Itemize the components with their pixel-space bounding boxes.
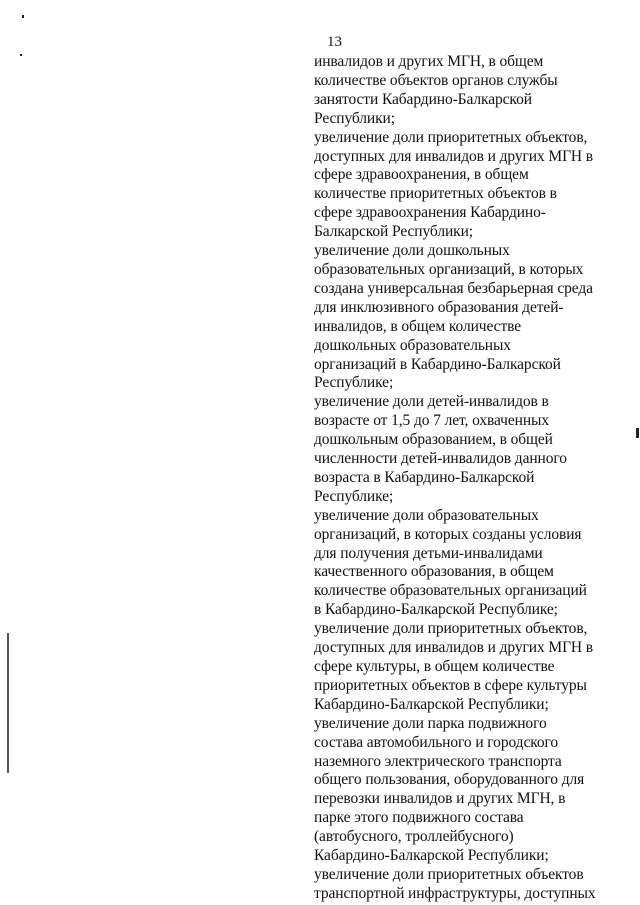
scan-mark <box>7 633 9 773</box>
text-line: инвалидов и других МГН, в общем <box>314 53 544 70</box>
text-line: увеличение доли приоритетных объектов, <box>314 620 588 638</box>
text-line: транспортной инфраструктуры, доступных <box>314 884 596 902</box>
text-line: увеличение доли образовательных <box>314 506 539 524</box>
body-text <box>314 53 614 904</box>
text-line: увеличение доли дошкольных <box>314 242 510 260</box>
scan-mark <box>20 54 22 56</box>
text-line: сфере здравоохранения Кабардино- <box>314 204 546 222</box>
text-line: состава автомобильного и городского <box>314 733 559 751</box>
text-line: увеличение доли приоритетных объектов <box>314 865 584 883</box>
text-line: для инклюзивного образования детей- <box>314 298 564 316</box>
text-line: Кабардино-Балкарской Республики; <box>314 847 549 865</box>
text-line: инвалидов, в общем количестве <box>314 317 522 335</box>
text-line: качественного образования, в общем <box>314 563 554 581</box>
text-line: в Кабардино-Балкарской Республике; <box>314 601 558 619</box>
text-line: количестве приоритетных объектов в <box>314 185 557 203</box>
text-line: доступных для инвалидов и других МГН в <box>314 147 594 165</box>
page-number: 13 <box>327 34 342 50</box>
text-line: парке этого подвижного состава <box>314 809 524 827</box>
text-line: Республике; <box>314 487 394 505</box>
text-line: Республики; <box>314 109 395 127</box>
text-line: количестве образовательных организаций <box>314 582 587 600</box>
text-line: доступных для инвалидов и других МГН в <box>314 639 594 657</box>
text-line: количестве объектов органов службы <box>314 71 558 89</box>
scan-mark <box>636 428 639 438</box>
text-line: организаций в Кабардино-Балкарской <box>314 355 561 373</box>
text-line: наземного электрического транспорта <box>314 752 562 770</box>
text-line: образовательных организаций, в которых <box>314 260 584 278</box>
text-line: для получения детьми-инвалидами <box>314 544 543 562</box>
text-line: приоритетных объектов в сфере культуры <box>314 676 587 694</box>
text-line: занятости Кабардино-Балкарской <box>314 90 532 108</box>
text-line: сфере культуры, в общем количестве <box>314 658 555 675</box>
text-line: увеличение доли парка подвижного <box>314 714 547 732</box>
text-line: увеличение доли приоритетных объектов, <box>314 128 588 146</box>
text-line: общего пользования, оборудованного для <box>314 771 585 789</box>
text-line: Республике; <box>314 374 394 392</box>
text-line: создана универсальная безбарьерная среда <box>314 279 593 297</box>
text-line: дошкольных образовательных <box>314 336 511 354</box>
text-line: увеличение доли детей-инвалидов в <box>314 393 549 411</box>
text-line: организаций, в которых созданы условия <box>314 525 582 543</box>
text-line: Кабардино-Балкарской Республики; <box>314 695 549 713</box>
text-line: Балкарской Республики; <box>314 223 473 241</box>
text-line: численности детей-инвалидов данного <box>314 450 567 468</box>
text-line: перевозки инвалидов и других МГН, в <box>314 790 566 808</box>
text-line: дошкольным образованием, в общей <box>314 431 553 449</box>
text-line: возрасте от 1,5 до 7 лет, охваченных <box>314 412 549 430</box>
text-line: возраста в Кабардино-Балкарской <box>314 468 535 486</box>
text-line: сфере здравоохранения, в общем <box>314 166 529 184</box>
scan-mark <box>22 15 24 18</box>
text-line: (автобусного, троллейбусного) <box>314 828 514 846</box>
